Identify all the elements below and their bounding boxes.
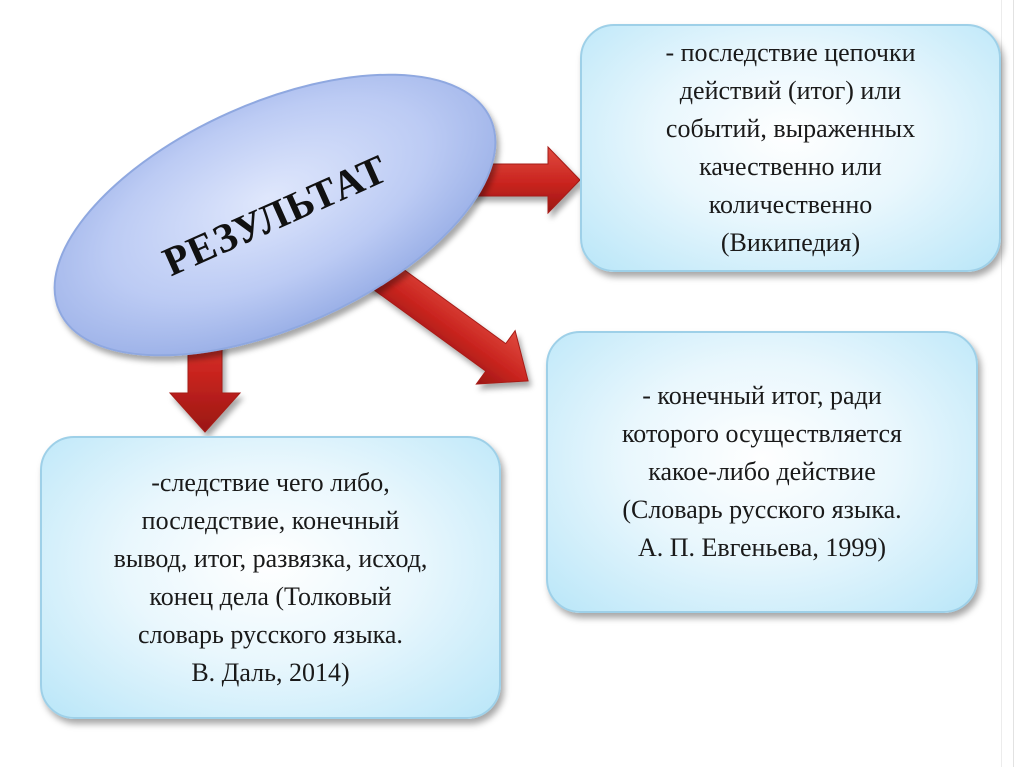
definition-box-dal <box>40 436 501 719</box>
definition-box-wikipedia <box>580 24 1001 272</box>
definition-text-evgenyeva: - конечный итог, ради которого осуществляется какое-либо действие (Словарь русского языка. А. П. Евгеньева, 1999) <box>621 381 903 562</box>
definition-box-evgenyeva <box>546 331 978 613</box>
center-label: РЕЗУЛЬТАТ <box>155 145 395 285</box>
definition-text-dal: -следствие чего либо, последствие, конечный вывод, итог, развязка, исход, конец дела (Толковый словарь русского языка. В. Даль, 2014) <box>113 467 428 687</box>
definition-text-wikipedia: - последствие цепочки действий (итог) или событий, выраженных качественно или количественно (Википедия) <box>665 38 916 257</box>
center-node <box>49 90 501 340</box>
